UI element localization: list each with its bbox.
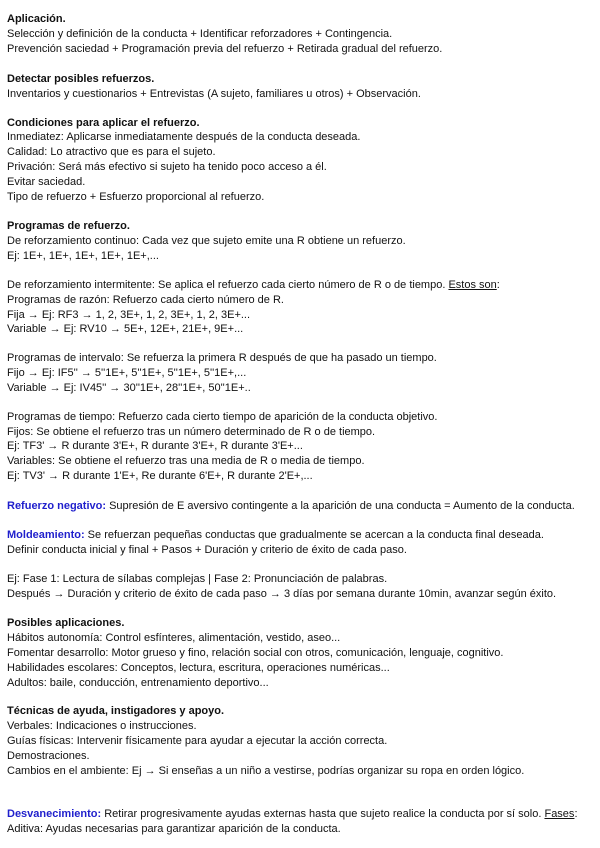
text-line: Calidad: Lo atractivo que es para el sujeto. (7, 146, 216, 158)
text-span: : (496, 279, 500, 291)
text-span: Retirar progresivamente ayudas externas hasta que sujeto realice la conducta por sí solo. (101, 808, 545, 820)
text-line: Guías físicas: Intervenir físicamente para ayudar a ejecutar la acción correcta. (7, 735, 388, 747)
text-line: Programas de razón: Refuerzo cada cierto número de R. (7, 294, 284, 306)
text-line: Verbales: Indicaciones o instrucciones. (7, 720, 197, 732)
text-line: Inventarios y cuestionarios + Entrevistas (A sujeto, familiares u otros) + Observación. (7, 88, 421, 100)
text-line: Hábitos autonomía: Control esfínteres, alimentación, vestido, aseo... (7, 632, 341, 644)
text-line: Tipo de refuerzo + Esfuerzo proporcional al refuerzo. (7, 191, 265, 203)
text-line: Variables: Se obtiene el refuerzo tras una media de R o media de tiempo. (7, 455, 365, 467)
text-line: Después → Duración y criterio de éxito de cada paso → 3 días por semana durante 10min, avanzar según éxito. (7, 588, 557, 600)
heading-tecnicas: Técnicas de ayuda, instigadores y apoyo. (7, 705, 225, 717)
heading-aplicacion: Aplicación. (7, 13, 66, 25)
text-line: Ej: TF3' → R durante 3'E+, R durante 3'E+, R durante 3'E+... (7, 440, 303, 452)
term-refuerzo-negativo: Refuerzo negativo: (7, 500, 107, 512)
heading-programas: Programas de refuerzo. (7, 220, 130, 232)
term-moldeamiento: Moldeamiento: (7, 529, 85, 541)
text-line: Selección y definición de la conducta + Identificar reforzadores + Contingencia. (7, 28, 393, 40)
text-line: Variable → Ej: IV45'' → 30''1E+, 28''1E+, 50''1E+.. (7, 382, 251, 394)
underlined-text: Estos son (448, 279, 497, 291)
text-line (7, 529, 596, 542)
text-line: Aditiva: Ayudas necesarias para garantizar aparición de la conducta. (7, 823, 341, 835)
text-line: Demostraciones. (7, 750, 90, 762)
text-line: Fijo → Ej: IF5'' → 5''1E+, 5''1E+, 5''1E+, 5''1E+,... (7, 367, 247, 379)
text-line: Fija → Ej: RF3 → 1, 2, 3E+, 1, 2, 3E+, 1, 2, 3E+... (7, 309, 251, 321)
text-span: Supresión de E aversivo contingente a la aparición de una conducta = Aumento de la conducta. (106, 500, 575, 512)
text-line: Ej: Fase 1: Lectura de sílabas complejas | Fase 2: Pronunciación de palabras. (7, 573, 388, 585)
text-line (7, 279, 596, 292)
text-line: Prevención saciedad + Programación previa del refuerzo + Retirada gradual del refuerzo. (7, 43, 443, 55)
text-line: Fomentar desarrollo: Motor grueso y fino, relación social con otros, comunicación, lenguaje, cognitivo. (7, 647, 504, 659)
heading-posibles: Posibles aplicaciones. (7, 617, 125, 629)
text-line: Fijos: Se obtiene el refuerzo tras un número determinado de R o de tiempo. (7, 426, 376, 438)
text-line: Inmediatez: Aplicarse inmediatamente después de la conducta deseada. (7, 131, 361, 143)
text-line (7, 808, 596, 821)
text-line: Cambios en el ambiente: Ej → Si enseñas a un niño a vestirse, podrías organizar su ropa en orden lógico. (7, 765, 525, 777)
heading-detectar: Detectar posibles refuerzos. (7, 73, 155, 85)
term-desvanecimiento: Desvanecimiento: (7, 808, 102, 820)
text-line: Evitar saciedad. (7, 176, 86, 188)
text-line: De reforzamiento continuo: Cada vez que sujeto emite una R obtiene un refuerzo. (7, 235, 406, 247)
text-line: Adultos: baile, conducción, entrenamiento deportivo... (7, 677, 269, 689)
text-line (7, 500, 596, 513)
text-line: Ej: TV3' → R durante 1'E+, Re durante 6'E+, R durante 2'E+,... (7, 470, 313, 482)
text-line: Habilidades escolares: Conceptos, lectura, escritura, operaciones numéricas... (7, 662, 390, 674)
underlined-text: Fases (544, 808, 575, 820)
text-line: Ej: 1E+, 1E+, 1E+, 1E+, 1E+,... (7, 250, 159, 262)
text-line: Variable → Ej: RV10 → 5E+, 12E+, 21E+, 9E+... (7, 323, 244, 335)
text-line: Programas de tiempo: Refuerzo cada cierto tiempo de aparición de la conducta objetivo. (7, 411, 438, 423)
heading-condiciones: Condiciones para aplicar el refuerzo. (7, 117, 200, 129)
text-span: Se refuerzan pequeñas conductas que gradualmente se acercan a la conducta final deseada. (84, 529, 544, 541)
text-span: De reforzamiento intermitente: Se aplica el refuerzo cada cierto número de R o de tiempo. (7, 279, 449, 291)
text-line: Programas de intervalo: Se refuerza la primera R después de que ha pasado un tiempo. (7, 352, 437, 364)
text-line: Privación: Será más efectivo si sujeto ha tenido poco acceso a él. (7, 161, 327, 173)
text-line: Definir conducta inicial y final + Pasos + Duración y criterio de éxito de cada paso. (7, 544, 407, 556)
text-span: : (574, 808, 578, 820)
